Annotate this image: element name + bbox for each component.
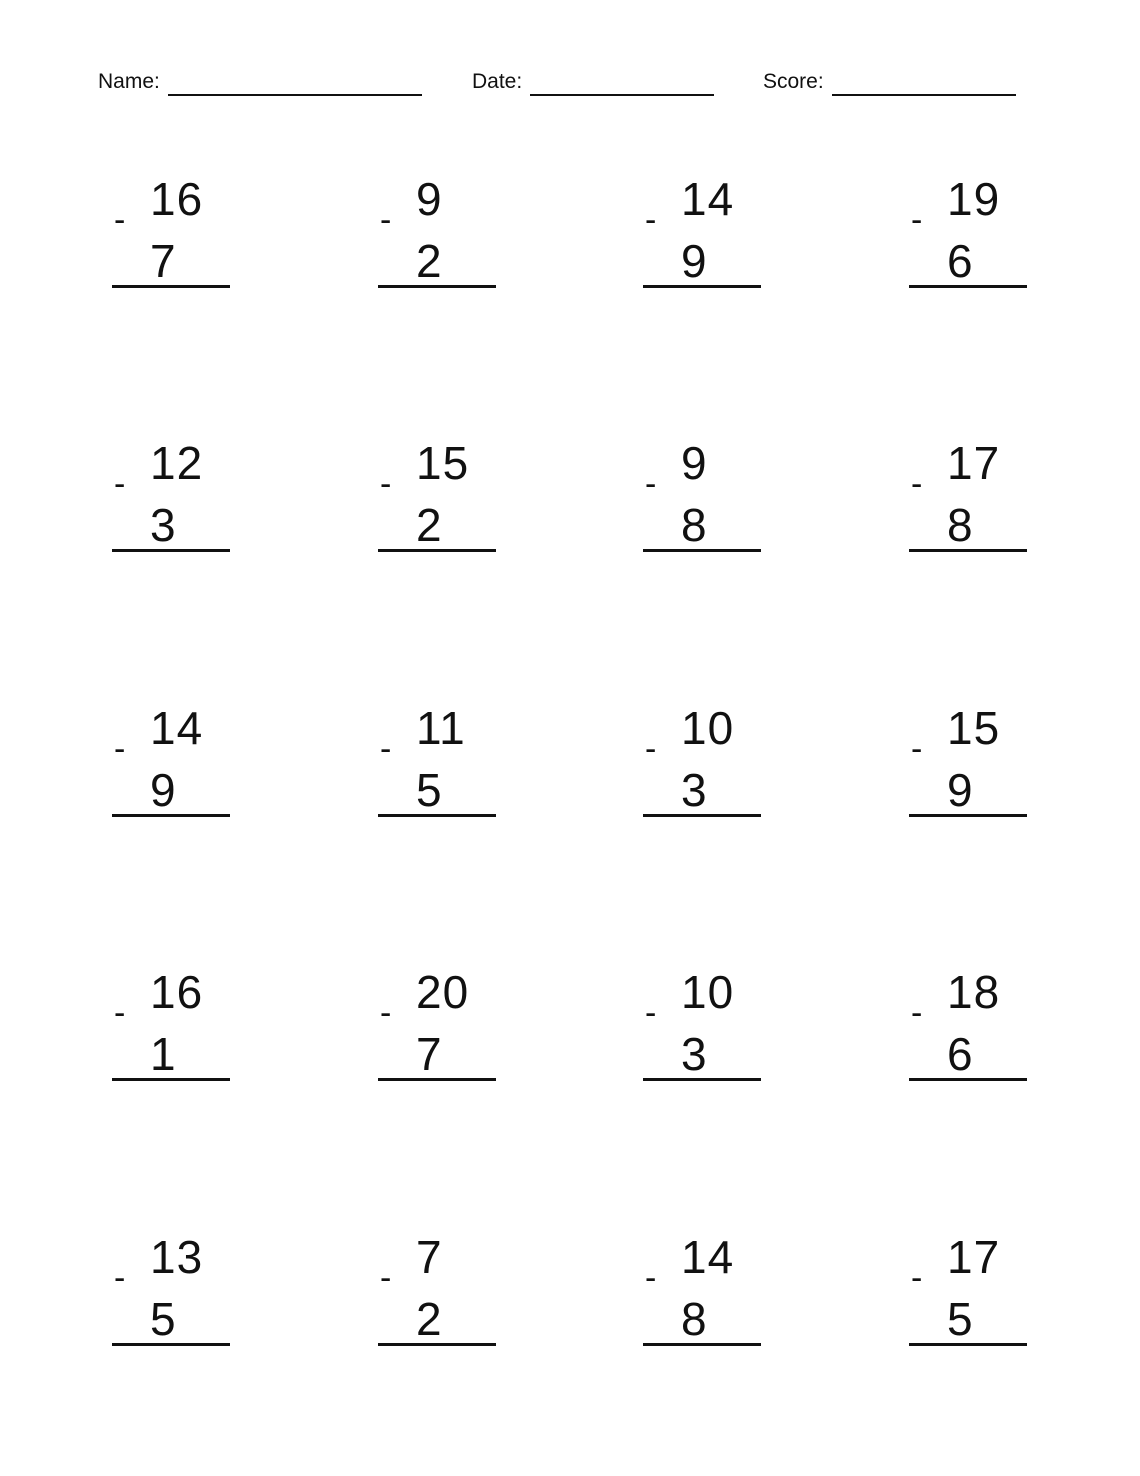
subtrahend: 5: [416, 764, 442, 816]
date-blank[interactable]: [530, 70, 714, 96]
subtraction-problem: [378, 174, 496, 294]
minus-sign: -: [380, 1259, 392, 1297]
subtrahend: 6: [947, 1028, 973, 1080]
subtrahend: 5: [947, 1293, 973, 1345]
subtraction-problem: [112, 174, 230, 294]
subtrahend: 8: [681, 1293, 707, 1345]
answer-line[interactable]: [643, 1343, 761, 1346]
minuend: 15: [416, 437, 470, 489]
minuend: 15: [947, 702, 1001, 754]
minuend: 11: [416, 702, 466, 754]
answer-line[interactable]: [112, 1078, 230, 1081]
subtraction-problem: [909, 438, 1027, 558]
minus-sign: -: [114, 201, 126, 239]
subtraction-problem: [112, 703, 230, 823]
minuend: 18: [947, 966, 1001, 1018]
minus-sign: -: [911, 1259, 923, 1297]
minuend: 14: [150, 702, 204, 754]
answer-line[interactable]: [378, 285, 496, 288]
subtraction-problem: [909, 967, 1027, 1087]
minuend: 16: [150, 966, 204, 1018]
subtraction-problem: [378, 703, 496, 823]
minus-sign: -: [911, 994, 923, 1032]
subtrahend: 5: [150, 1293, 176, 1345]
answer-line[interactable]: [112, 814, 230, 817]
minuend: 9: [416, 173, 443, 225]
subtraction-problem: [643, 438, 761, 558]
subtraction-problem: [643, 174, 761, 294]
subtraction-problem: [643, 703, 761, 823]
subtraction-problem: [112, 438, 230, 558]
answer-line[interactable]: [112, 549, 230, 552]
minus-sign: -: [114, 465, 126, 503]
subtraction-problem: [112, 1232, 230, 1352]
minus-sign: -: [380, 994, 392, 1032]
answer-line[interactable]: [909, 1078, 1027, 1081]
subtrahend: 7: [416, 1028, 442, 1080]
answer-line[interactable]: [643, 814, 761, 817]
subtrahend: 3: [681, 1028, 707, 1080]
minuend: 14: [681, 1231, 735, 1283]
score-field[interactable]: [763, 68, 1016, 96]
minuend: 12: [150, 437, 204, 489]
name-label: Name:: [98, 70, 160, 93]
subtrahend: 2: [416, 499, 442, 551]
subtraction-problem: [643, 1232, 761, 1352]
minus-sign: -: [380, 730, 392, 768]
answer-line[interactable]: [112, 1343, 230, 1346]
answer-line[interactable]: [643, 549, 761, 552]
minuend: 19: [947, 173, 1001, 225]
subtrahend: 9: [681, 235, 707, 287]
minus-sign: -: [114, 1259, 126, 1297]
subtrahend: 3: [681, 764, 707, 816]
minus-sign: -: [380, 465, 392, 503]
minus-sign: -: [114, 994, 126, 1032]
answer-line[interactable]: [378, 1343, 496, 1346]
answer-line[interactable]: [378, 549, 496, 552]
answer-line[interactable]: [378, 1078, 496, 1081]
subtrahend: 3: [150, 499, 176, 551]
subtraction-problem: [378, 1232, 496, 1352]
minus-sign: -: [114, 730, 126, 768]
subtrahend: 7: [150, 235, 176, 287]
subtraction-problem: [112, 967, 230, 1087]
minus-sign: -: [911, 730, 923, 768]
subtraction-problem: [909, 703, 1027, 823]
minuend: 13: [150, 1231, 204, 1283]
minuend: 14: [681, 173, 735, 225]
subtraction-problem: [909, 1232, 1027, 1352]
minuend: 10: [681, 702, 735, 754]
answer-line[interactable]: [909, 814, 1027, 817]
subtrahend: 1: [150, 1028, 176, 1080]
answer-line[interactable]: [643, 1078, 761, 1081]
name-field[interactable]: [98, 68, 422, 96]
score-label: Score:: [763, 70, 824, 93]
minus-sign: -: [380, 201, 392, 239]
date-field[interactable]: [472, 68, 714, 96]
minuend: 7: [416, 1231, 443, 1283]
subtrahend: 2: [416, 235, 442, 287]
minus-sign: -: [645, 465, 657, 503]
minus-sign: -: [645, 730, 657, 768]
minuend: 9: [681, 437, 708, 489]
answer-line[interactable]: [909, 285, 1027, 288]
minus-sign: -: [645, 994, 657, 1032]
subtrahend: 9: [947, 764, 973, 816]
minus-sign: -: [911, 465, 923, 503]
answer-line[interactable]: [643, 285, 761, 288]
subtraction-problem: [378, 438, 496, 558]
subtrahend: 2: [416, 1293, 442, 1345]
minus-sign: -: [645, 201, 657, 239]
answer-line[interactable]: [909, 549, 1027, 552]
minus-sign: -: [645, 1259, 657, 1297]
date-label: Date:: [472, 70, 523, 93]
answer-line[interactable]: [112, 285, 230, 288]
subtrahend: 8: [947, 499, 973, 551]
minuend: 17: [947, 1231, 1001, 1283]
minuend: 17: [947, 437, 1001, 489]
minuend: 10: [681, 966, 735, 1018]
subtraction-problem: [909, 174, 1027, 294]
answer-line[interactable]: [909, 1343, 1027, 1346]
minus-sign: -: [911, 201, 923, 239]
name-blank[interactable]: [168, 70, 422, 96]
subtraction-problem: [643, 967, 761, 1087]
minuend: 20: [416, 966, 470, 1018]
subtrahend: 8: [681, 499, 707, 551]
score-blank[interactable]: [832, 70, 1016, 96]
minuend: 16: [150, 173, 204, 225]
answer-line[interactable]: [378, 814, 496, 817]
subtraction-problem: [378, 967, 496, 1087]
subtrahend: 9: [150, 764, 176, 816]
subtrahend: 6: [947, 235, 973, 287]
